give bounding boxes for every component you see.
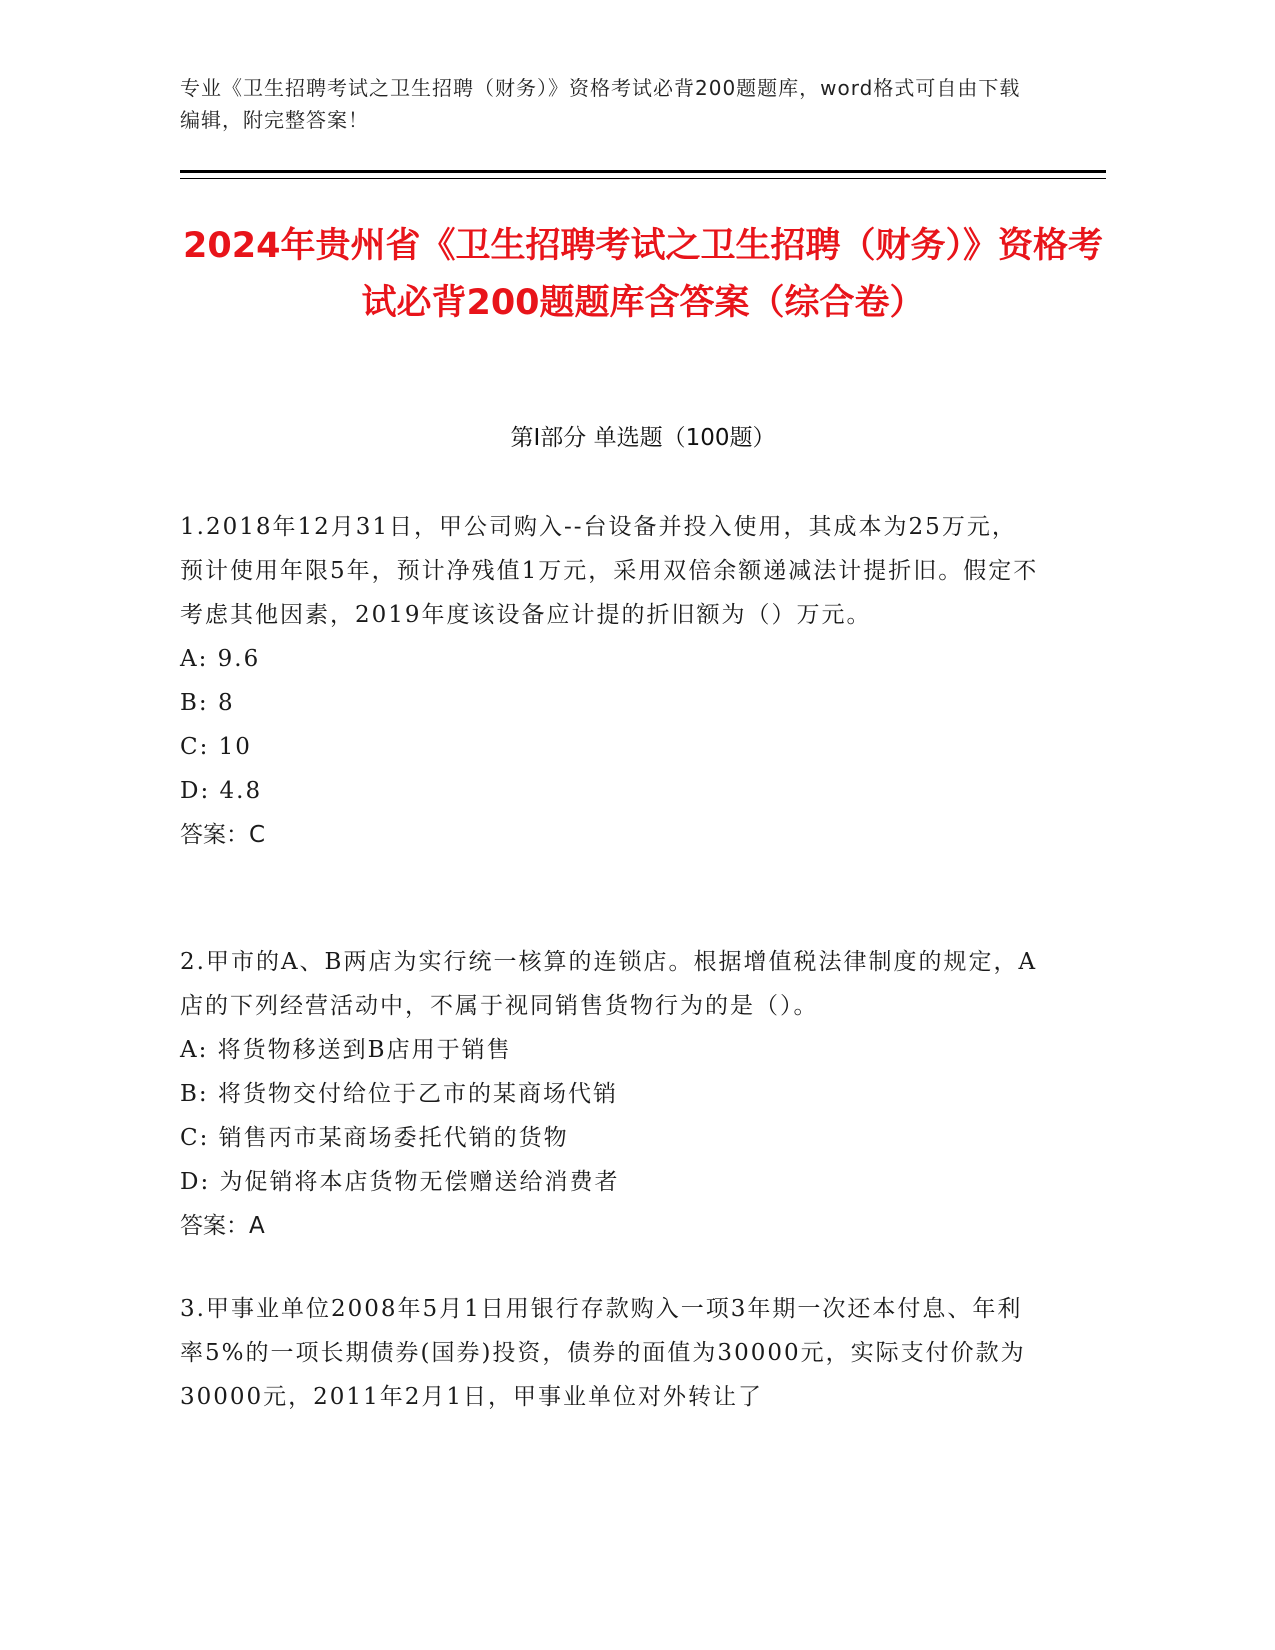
option-b: B: 将货物交付给位于乙市的某商场代销 bbox=[180, 1081, 618, 1107]
question-stem: 2.甲市的A、B两店为实行统一核算的连锁店。根据增值税法律制度的规定，A店的下列经营活动中，不属于视同销售货物行为的是（）。 bbox=[180, 949, 1038, 1019]
question-1 bbox=[180, 505, 1040, 857]
header-divider-thin bbox=[180, 178, 1106, 179]
answer-line: 答案：C bbox=[180, 822, 266, 848]
section-heading: 第I部分 单选题（100题） bbox=[510, 425, 776, 451]
option-a: A: 将货物移送到B店用于销售 bbox=[180, 1037, 512, 1063]
question-stem: 1.2018年12月31日，甲公司购入--台设备并投入使用，其成本为25万元，预计使用年限5年，预计净残值1万元，采用双倍余额递减法计提折旧。假定不考虑其他因素，2019年度该设备应计提的折旧额为（）万元。 bbox=[180, 514, 1039, 628]
header-divider-thick bbox=[180, 170, 1106, 173]
option-a: A: 9.6 bbox=[180, 646, 261, 672]
option-d: D: 4.8 bbox=[180, 778, 263, 804]
option-b: B: 8 bbox=[180, 690, 235, 716]
option-c: C: 销售丙市某商场委托代销的货物 bbox=[180, 1125, 569, 1151]
question-stem: 3.甲事业单位2008年5月1日用银行存款购入一项3年期一次还本付息、年利率5%的一项长期债券(国券)投资，债券的面值为30000元，实际支付价款为30000元，2011年2月1日，甲事业单位对外转让了 bbox=[180, 1296, 1026, 1410]
option-d: D: 为促销将本店货物无偿赠送给消费者 bbox=[180, 1169, 620, 1195]
header-note: 专业《卫生招聘考试之卫生招聘（财务）》资格考试必背200题题库，word格式可自由下载编辑，附完整答案！ bbox=[180, 76, 1021, 132]
option-c: C: 10 bbox=[180, 734, 252, 760]
answer-line: 答案：A bbox=[180, 1213, 265, 1239]
question-2 bbox=[180, 940, 1040, 1248]
document-title: 2024年贵州省《卫生招聘考试之卫生招聘（财务）》资格考试必背200题题库含答案（综合卷） bbox=[183, 226, 1103, 323]
question-3 bbox=[180, 1287, 1040, 1419]
